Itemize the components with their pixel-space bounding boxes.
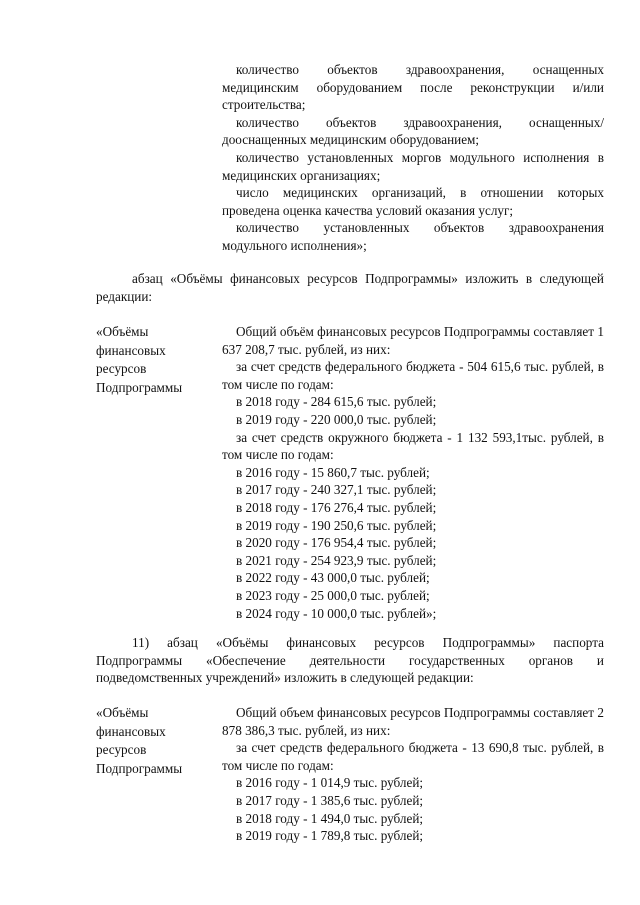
label-line: ресурсов bbox=[96, 742, 147, 757]
year-line: в 2017 году - 240 327,1 тыс. рублей; bbox=[236, 482, 437, 498]
list-item: число медицинских организаций, в отношении которых проведена оценка качества условий оказания услуг; bbox=[222, 185, 604, 218]
year-line: в 2020 году - 176 954,4 тыс. рублей; bbox=[236, 535, 437, 551]
indicator-list bbox=[222, 61, 604, 255]
year-line: в 2022 году - 43 000,0 тыс. рублей; bbox=[236, 570, 430, 586]
year-line: в 2019 году - 1 789,8 тыс. рублей; bbox=[236, 828, 424, 844]
list-item: количество объектов здравоохранения, оснащенных/дооснащенных медицинским оборудованием; bbox=[222, 114, 604, 148]
table2-content bbox=[222, 704, 604, 845]
year-line: в 2021 году - 254 923,9 тыс. рублей; bbox=[236, 552, 437, 568]
label-line: финансовых bbox=[96, 723, 166, 739]
label-line: «Объёмы bbox=[96, 324, 149, 339]
amendment-paragraph-2: 11) абзац «Объёмы финансовых ресурсов Подпрограммы» паспорта Подпрограммы «Обеспечение деятельности государственных органов и подведомственных учреждений» изложить в следующей редакции: bbox=[96, 635, 604, 686]
year-line: в 2023 году - 25 000,0 тыс. рублей; bbox=[236, 587, 430, 603]
table1-content bbox=[222, 323, 604, 622]
label-line: «Объёмы bbox=[96, 705, 149, 720]
amendment-paragraph-1: абзац «Объёмы финансовых ресурсов Подпрограммы» изложить в следующей редакции: bbox=[96, 271, 604, 304]
total-amount: Общий объём финансовых ресурсов Подпрограммы составляет 1 637 208,7 тыс. рублей, из них: bbox=[222, 324, 604, 357]
year-line: в 2017 году - 1 385,6 тыс. рублей; bbox=[236, 792, 424, 808]
total-amount: Общий объем финансовых ресурсов Подпрограммы составляет 2 878 386,3 тыс. рублей, из них: bbox=[222, 705, 604, 738]
year-line: в 2018 году - 176 276,4 тыс. рублей; bbox=[236, 499, 437, 515]
table1-label bbox=[96, 323, 216, 397]
label-line: Подпрограммы bbox=[96, 379, 183, 395]
year-line: в 2016 году - 15 860,7 тыс. рублей; bbox=[236, 464, 430, 480]
label-line: ресурсов bbox=[96, 361, 147, 376]
year-line: в 2024 году - 10 000,0 тыс. рублей»; bbox=[236, 605, 437, 621]
district-budget: за счет средств окружного бюджета - 1 132 593,1тыс. рублей, в том числе по годам: bbox=[222, 429, 604, 463]
year-line: в 2019 году - 190 250,6 тыс. рублей; bbox=[236, 517, 437, 533]
list-item: количество установленных моргов модульного исполнения в медицинских организациях; bbox=[222, 149, 604, 183]
year-line: в 2018 году - 284 615,6 тыс. рублей; bbox=[236, 394, 437, 410]
label-line: Подпрограммы bbox=[96, 760, 183, 776]
federal-budget: за счет средств федерального бюджета - 13 690,8 тыс. рублей, в том числе по годам: bbox=[222, 740, 604, 773]
label-line: финансовых bbox=[96, 342, 166, 358]
year-line: в 2019 году - 220 000,0 тыс. рублей; bbox=[236, 411, 437, 427]
year-line: в 2016 году - 1 014,9 тыс. рублей; bbox=[236, 775, 424, 791]
list-item: количество установленных объектов здравоохранения модульного исполнения»; bbox=[222, 220, 604, 253]
table2-label bbox=[96, 704, 216, 778]
list-item: количество объектов здравоохранения, оснащенных медицинским оборудованием после реконструкции и/или строительства; bbox=[222, 62, 604, 113]
year-line: в 2018 году - 1 494,0 тыс. рублей; bbox=[236, 810, 424, 826]
federal-budget: за счет средств федерального бюджета - 504 615,6 тыс. рублей, в том числе по годам: bbox=[222, 359, 604, 392]
